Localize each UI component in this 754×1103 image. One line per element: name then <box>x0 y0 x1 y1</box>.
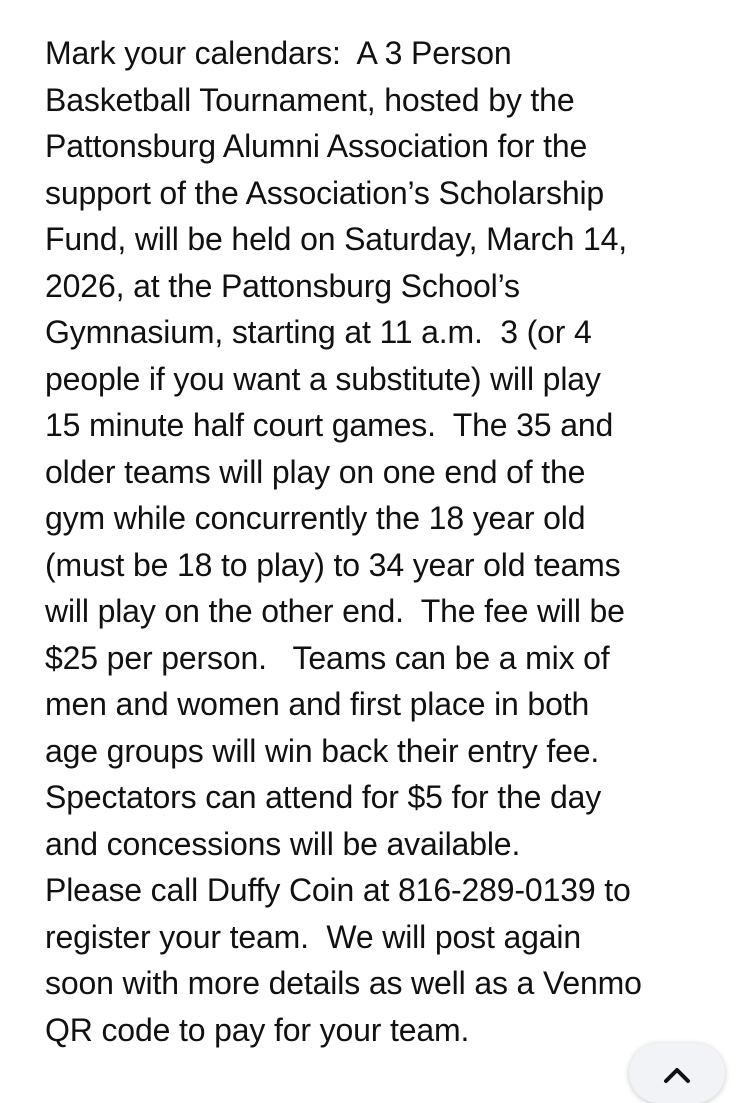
post-text-line: soon with more details as well as a Venmo <box>45 965 642 1001</box>
post-body-text <box>45 30 735 1053</box>
post-text-line: (must be 18 to play) to 34 year old teams <box>45 546 621 583</box>
post-text-line: people if you want a substitute) will play <box>45 360 601 397</box>
post-text-line: older teams will play on one end of the <box>45 453 586 490</box>
post-text-line: Mark your calendars: A 3 Person <box>45 35 512 71</box>
post-text-line: 15 minute half court games. The 35 and <box>45 407 614 443</box>
post-text-line: men and women and first place in both <box>45 686 590 722</box>
post-text-line: Pattonsburg Alumni Association for the <box>45 128 588 164</box>
post-text-line: Please call Duffy Coin at 816-289-0139 to <box>45 872 631 908</box>
chevron-up-icon <box>662 1061 692 1085</box>
post-text-line: QR code to pay for your team. <box>45 1011 470 1048</box>
post-text-line: Basketball Tournament, hosted by the <box>45 81 575 118</box>
post-text-line: Gymnasium, starting at 11 a.m. 3 (or 4 <box>45 314 592 350</box>
post-text-line: and concessions will be available. <box>45 825 521 862</box>
post-text-line: age groups will win back their entry fee. <box>45 732 600 769</box>
post-text-line: Spectators can attend for $5 for the day <box>45 779 602 815</box>
post-text-line: register your team. We will post again <box>45 918 582 955</box>
post-text-line: gym while concurrently the 18 year old <box>45 500 586 536</box>
post-text-line: will play on the other end. The fee will be <box>45 593 625 629</box>
post-text-line: $25 per person. Teams can be a mix of <box>45 639 610 676</box>
post-text-line: 2026, at the Pattonsburg School’s <box>45 267 520 304</box>
post-text-line: support of the Association’s Scholarship <box>45 174 605 211</box>
scroll-up-button[interactable] <box>629 1043 725 1103</box>
post-text-line: Fund, will be held on Saturday, March 14, <box>45 221 628 257</box>
